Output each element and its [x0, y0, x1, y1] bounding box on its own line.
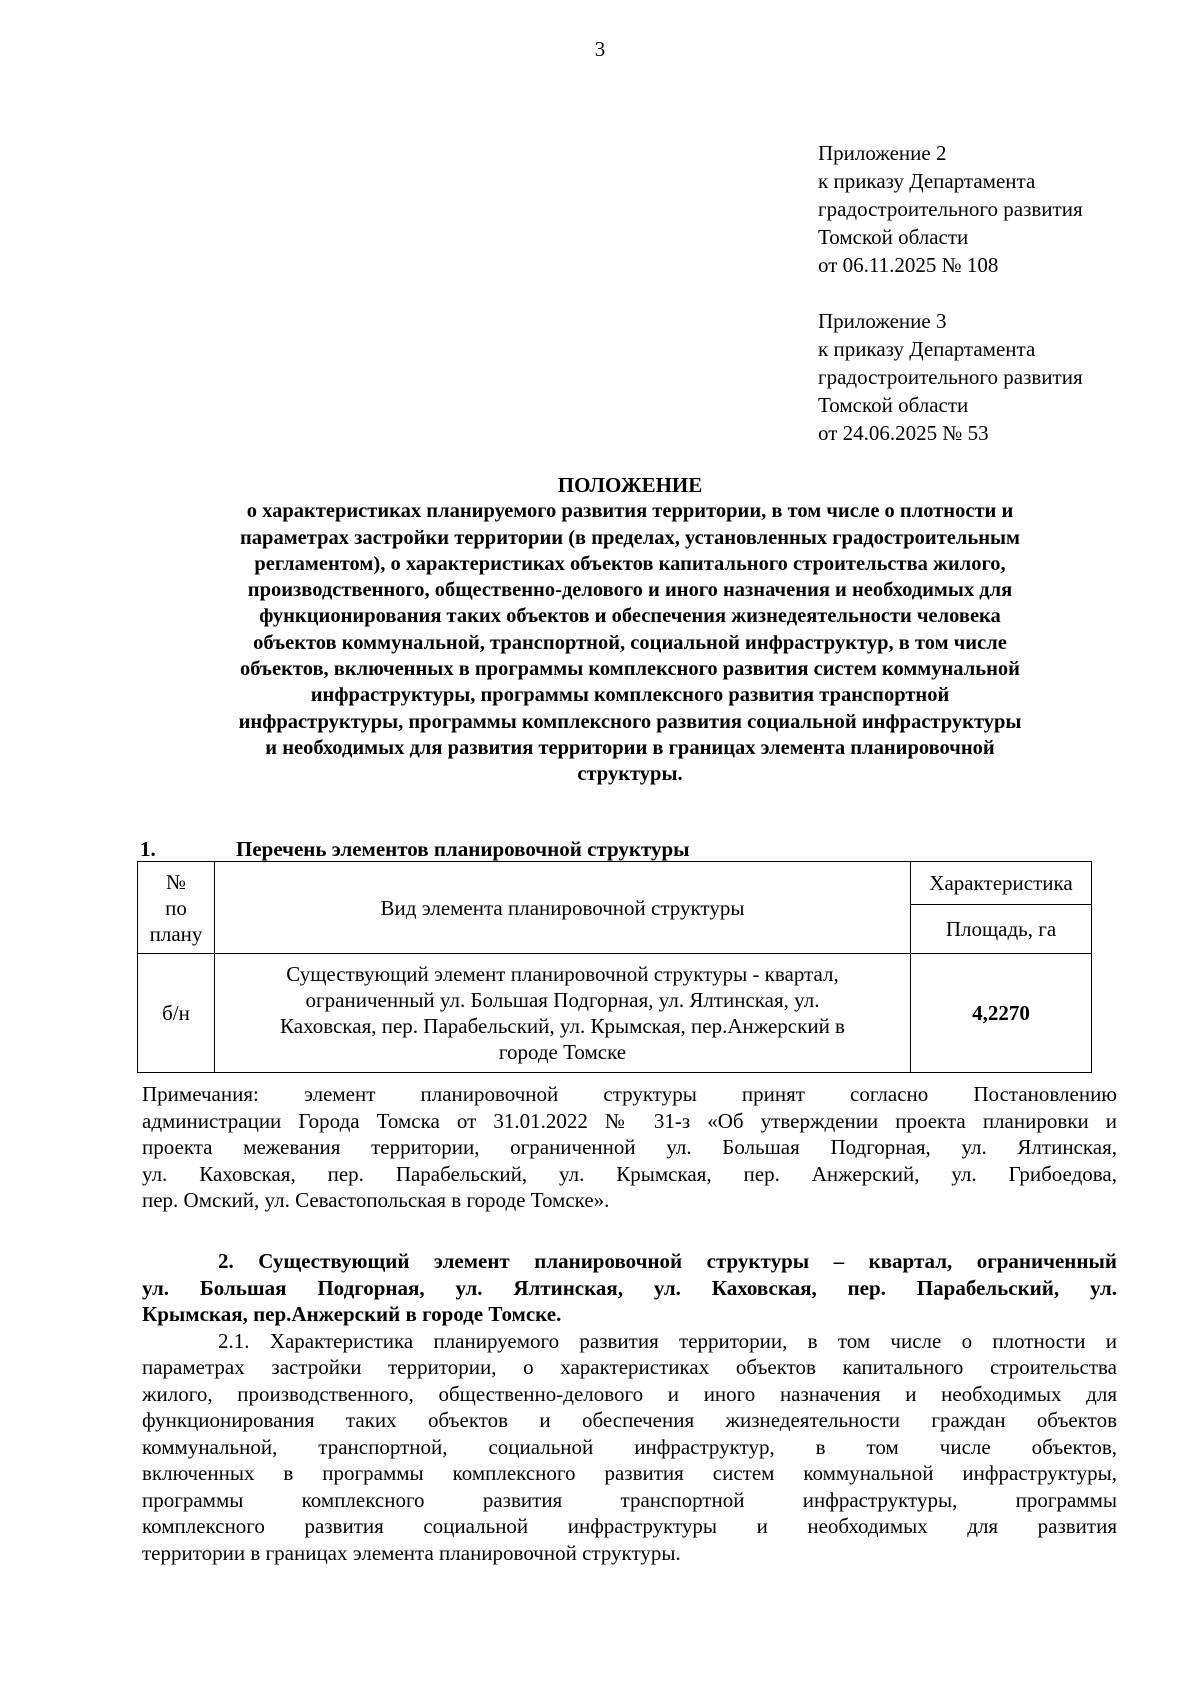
section-2 [142, 1248, 1117, 1566]
notes-line: Примечания: элемент планировочной структуры принят согласно Постановлению [142, 1082, 1117, 1106]
notes-line: пер. Омский, ул. Севастопольская в городе Томске». [142, 1188, 610, 1212]
title-line: и необходимых для развития территории в границах элемента планировочной [265, 736, 995, 759]
page-number: 3 [594, 37, 606, 61]
section-2-heading-line: Крымская, пер.Анжерский в городе Томске. [142, 1302, 562, 1326]
section-2-1-paragraph [142, 1328, 1117, 1567]
appendix-3-line: Приложение 3 [818, 309, 947, 333]
header-plan-number-line: по [165, 895, 187, 920]
appendix-3-line: градостроительного развития [818, 365, 1083, 389]
header-characteristic: Характеристика [911, 862, 1092, 905]
header-area: Площадь, га [911, 905, 1092, 954]
row-description [215, 954, 911, 1073]
appendix-2-line: к приказу Департамента [818, 169, 1036, 193]
appendix-3-line: к приказу Департамента [818, 337, 1036, 361]
appendix-2-line: от 06.11.2025 № 108 [818, 253, 999, 277]
title-line: структуры. [577, 763, 683, 786]
row-area-value: 4,2270 [911, 954, 1092, 1073]
document-title [150, 472, 1110, 788]
planning-elements-table [137, 861, 1092, 1073]
header-element-type: Вид элемента планировочной структуры [215, 862, 911, 954]
title-line: регламентом), о характеристиках объектов капитального строительства жилого, [254, 552, 1006, 575]
appendix-2-line: градостроительного развития [818, 197, 1083, 221]
table-row [138, 954, 1092, 1073]
title-line: объектов коммунальной, транспортной, социальной инфраструктур, в том числе [253, 631, 1007, 654]
paragraph-line: включенных в программы комплексного развития систем коммунальной инфраструктуры, [142, 1461, 1117, 1485]
paragraph-line: программы комплексного развития транспортной инфраструктуры, программы [142, 1487, 1117, 1512]
section-2-heading-line: ул. Большая Подгорная, ул. Ялтинская, ул. Каховская, пер. Парабельский, ул. [142, 1275, 1117, 1300]
appendix-3-line: Томской области [818, 393, 969, 417]
appendix-2-line: Приложение 2 [818, 141, 947, 165]
title-line: объектов, включенных в программы комплексного развития систем коммунальной [240, 658, 1020, 681]
row-description-line: Каховская, пер. Парабельский, ул. Крымская, пер.Анжерский в [280, 1014, 845, 1038]
row-description-line: Существующий элемент планировочной структуры - квартал, [286, 962, 839, 986]
section-2-heading-line: 2. Существующий элемент планировочной структуры – квартал, ограниченный [218, 1249, 1117, 1273]
section-1-title: Перечень элементов планировочной структуры [236, 837, 690, 861]
appendix-3-line: от 24.06.2025 № 53 [818, 421, 989, 445]
section-1-number: 1. [140, 837, 156, 861]
paragraph-line: территории в границах элемента планировочной структуры. [142, 1540, 681, 1565]
header-plan-number [138, 862, 215, 954]
row-plan-number: б/н [138, 954, 215, 1073]
row-description-line: ограниченный ул. Большая Подгорная, ул. Ялтинская, ул. [305, 988, 820, 1012]
header-plan-number-line: плану [149, 921, 203, 946]
title-line: функционирования таких объектов и обеспечения жизнедеятельности человека [259, 605, 1001, 628]
title-line: производственного, общественно-делового и иного назначения и необходимых для [247, 579, 1013, 602]
paragraph-line: 2.1. Характеристика планируемого развития территории, в том числе о плотности и [218, 1328, 1117, 1353]
appendix-2-line: Томской области [818, 225, 969, 249]
title-line: о характеристиках планируемого развития территории, в том числе о плотности и [246, 500, 1014, 523]
row-description-line: городе Томске [498, 1040, 627, 1064]
title-line: инфраструктуры, программы комплексного развития социальной инфраструктуры [238, 710, 1022, 733]
table-notes [142, 1081, 1117, 1214]
appendix-2-block [818, 139, 1178, 279]
notes-line: администрации Города Томска от 31.01.2022 № 31-з «Об утверждении проекта планировки и [142, 1108, 1117, 1133]
appendix-3-block [818, 307, 1178, 447]
notes-line: проекта межевания территории, ограниченной ул. Большая Подгорная, ул. Ялтинская, [142, 1135, 1117, 1159]
paragraph-line: комплексного развития социальной инфраструктуры и необходимых для развития [142, 1514, 1117, 1538]
section-2-heading [142, 1248, 1117, 1328]
paragraph-line: коммунальной, транспортной, социальной инфраструктур, в том числе объектов, [142, 1434, 1117, 1459]
paragraph-line: параметрах застройки территории, о характеристиках объектов капитального строительства [142, 1355, 1117, 1379]
notes-line: ул. Каховская, пер. Парабельский, ул. Крымская, пер. Анжерский, ул. Грибоедова, [142, 1161, 1117, 1186]
paragraph-line: функционирования таких объектов и обеспечения жизнедеятельности граждан объектов [142, 1408, 1117, 1432]
title-line: инфраструктуры, программы комплексного развития транспортной [310, 684, 950, 707]
paragraph-line: жилого, производственного, общественно-делового и иного назначения и необходимых для [142, 1381, 1117, 1406]
title-line: параметрах застройки территории (в пределах, установленных градостроительным [239, 526, 1020, 549]
title-heading: ПОЛОЖЕНИЕ [557, 473, 703, 497]
section-1-heading [140, 836, 1090, 862]
header-plan-number-line: № [165, 869, 187, 894]
